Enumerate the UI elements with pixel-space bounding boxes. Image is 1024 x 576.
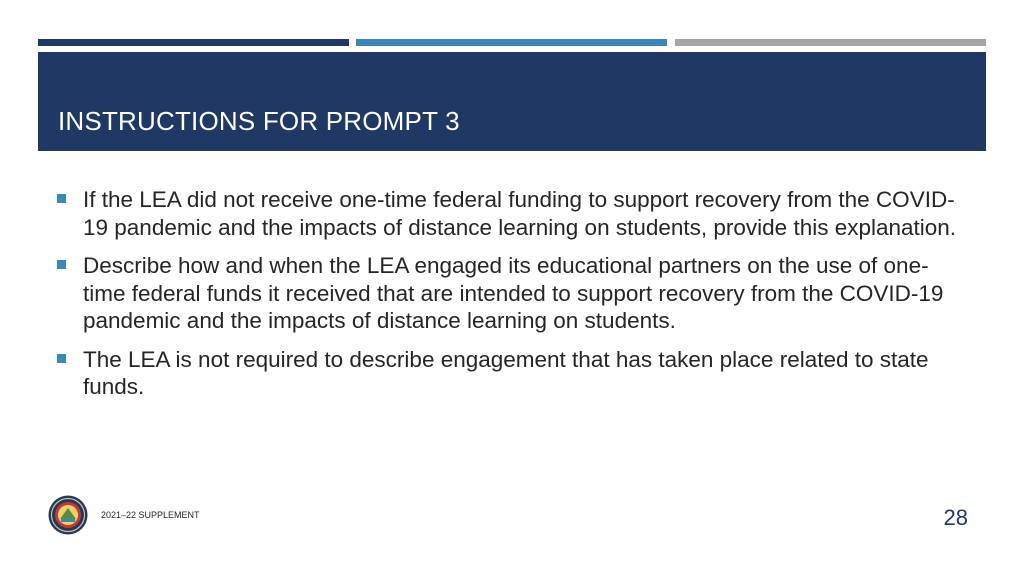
top-accent-bar-gray (675, 39, 986, 46)
top-accent-bar-navy (38, 39, 349, 46)
square-bullet-icon (57, 194, 66, 203)
bullet-text: The LEA is not required to describe engagement that has taken place related to state funds. (83, 346, 929, 399)
department-seal-icon (48, 495, 88, 535)
slide-title: INSTRUCTIONS FOR PROMPT 3 (58, 106, 460, 136)
bullet-item (56, 346, 968, 401)
bullet-item (56, 252, 968, 335)
square-bullet-icon (57, 354, 66, 363)
title-banner (38, 52, 986, 151)
top-accent-bar-blue (356, 39, 667, 46)
bullet-text: Describe how and when the LEA engaged its educational partners on the use of one-time federal funds it received that are intended to support recovery from the COVID-19 pandemic and the impacts of distance learning on students. (83, 253, 944, 333)
square-bullet-icon (57, 260, 66, 269)
bullet-text: If the LEA did not receive one-time federal funding to support recovery from the COVID-19 pandemic and the impacts of distance learning on students, provide this explanation. (83, 187, 957, 240)
footer-label: 2021–22 SUPPLEMENT (101, 510, 200, 520)
bullet-list (56, 186, 968, 412)
bullet-item (56, 186, 968, 241)
page-number: 28 (943, 505, 968, 530)
